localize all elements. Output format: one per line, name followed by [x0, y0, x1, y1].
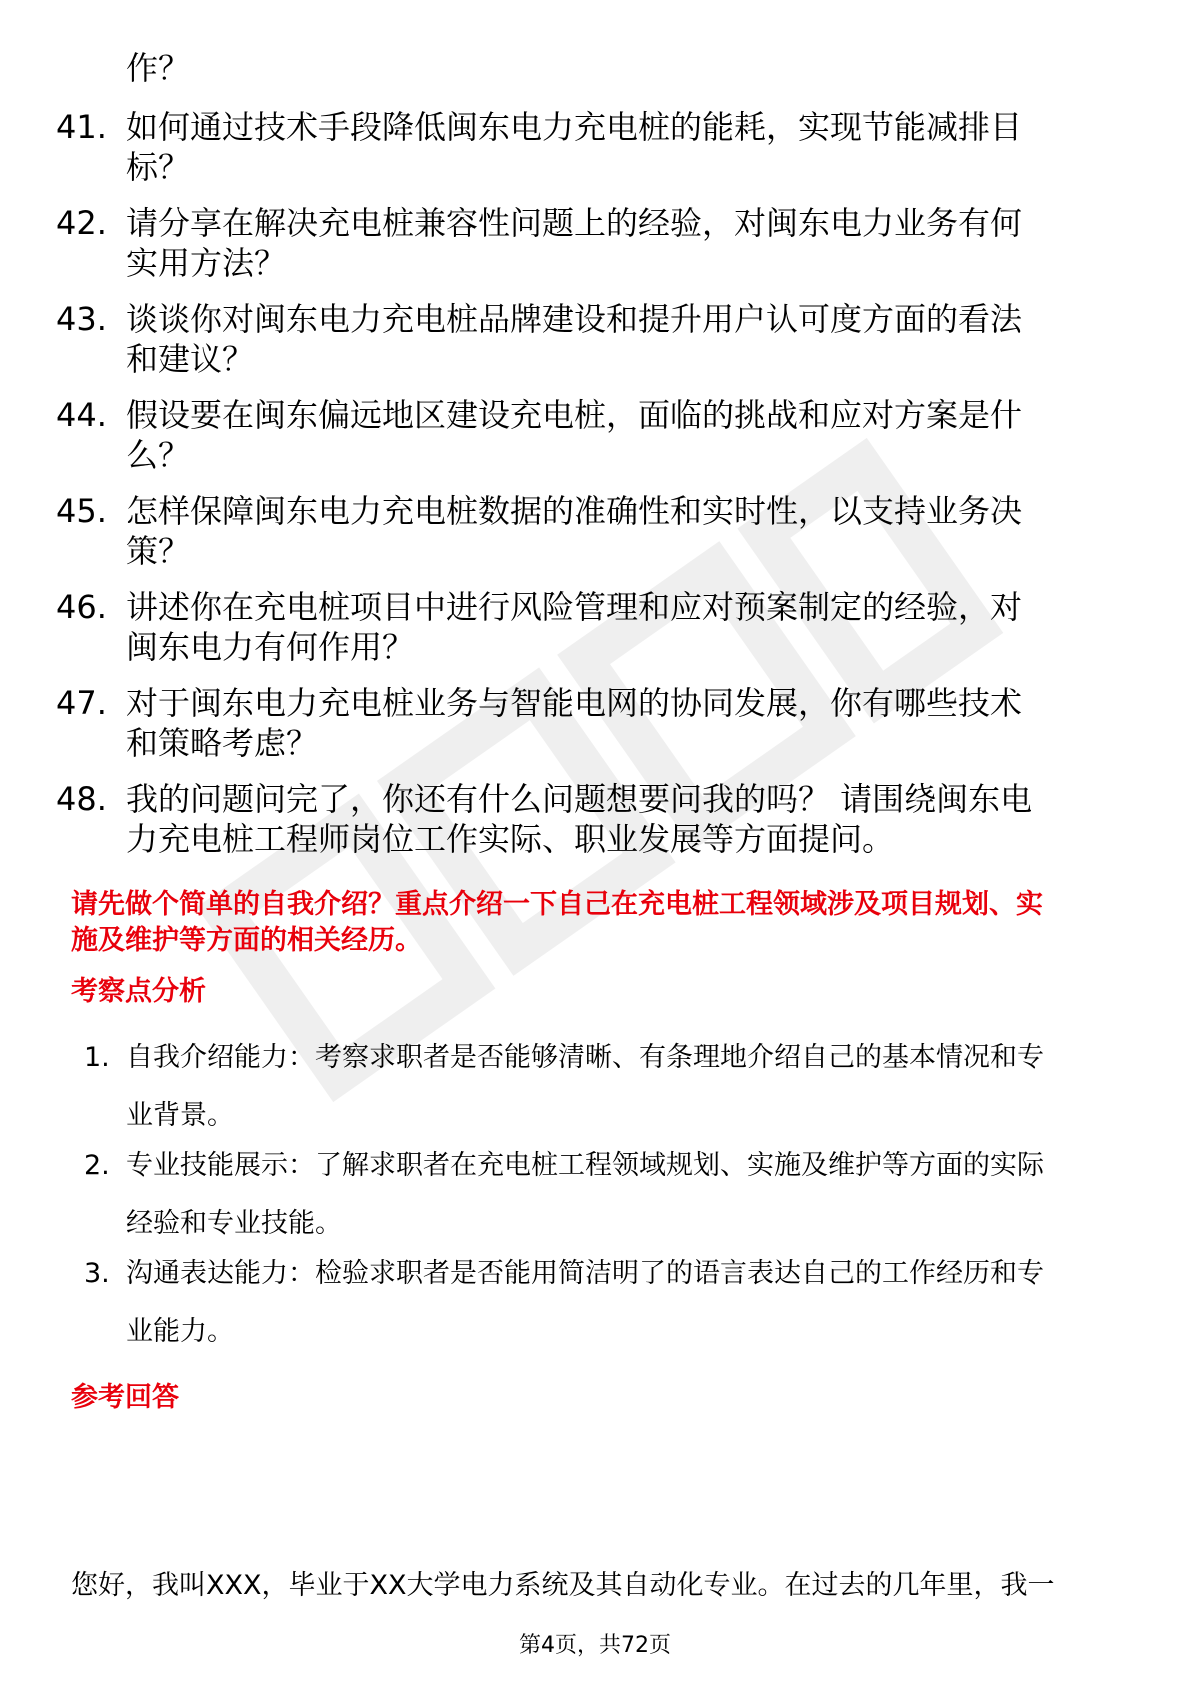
- question-text: 怎样保障闽东电力充电桩数据的准确性和实时性，以支持业务决 策？: [126, 492, 1023, 570]
- question-text: 对于闽东电力充电桩业务与智能电网的协同发展，你有哪些技术 和策略考虑？: [126, 684, 1023, 762]
- point-text: 沟通表达能力：检验求职者是否能用简洁明了的语言表达自己的工作经历和专 业能力。: [126, 1258, 1044, 1347]
- point-text: 专业技能展示：了解求职者在充电桩工程领域规划、实施及维护等方面的实际 经验和专业技能。: [126, 1150, 1044, 1239]
- point-number: 1.: [84, 1042, 110, 1073]
- question-text: 讲述你在充电桩项目中进行风险管理和应对预案制定的经验，对 闽东电力有何作用？: [126, 588, 1023, 666]
- question-number: 46.: [56, 588, 107, 626]
- question-text: 假设要在闽东偏远地区建设充电桩，面临的挑战和应对方案是什 么？: [126, 396, 1023, 474]
- section-question: 请先做个简单的自我介绍？重点介绍一下自己在充电桩工程领域涉及项目规划、实 施及维护等方面的相关经历。: [71, 889, 1043, 956]
- point-number: 2.: [84, 1150, 110, 1181]
- question-text: 我的问题问完了，你还有什么问题想要问我的吗？ 请围绕闽东电 力充电桩工程师岗位工作实际、职业发展等方面提问。: [126, 780, 1033, 858]
- analysis-heading: 考察点分析: [71, 976, 206, 1007]
- question-number: 42.: [56, 204, 107, 242]
- answer-text: 您好，我叫XXX，毕业于XX大学电力系统及其自动化专业。在过去的几年里，我一: [71, 1570, 1055, 1601]
- point-number: 3.: [84, 1258, 110, 1289]
- question-text: 谈谈你对闽东电力充电桩品牌建设和提升用户认可度方面的看法 和建议？: [126, 300, 1023, 378]
- question-text: 如何通过技术手段降低闽东电力充电桩的能耗，实现节能减排目 标？: [126, 108, 1023, 186]
- question-number: 48.: [56, 780, 107, 818]
- reference-heading: 参考回答: [71, 1382, 179, 1413]
- question-number: 47.: [56, 684, 107, 722]
- question-text: 请分享在解决充电桩兼容性问题上的经验，对闽东电力业务有何 实用方法？: [126, 204, 1023, 282]
- point-text: 自我介绍能力：考察求职者是否能够清晰、有条理地介绍自己的基本情况和专 业背景。: [126, 1042, 1044, 1131]
- continuation-text: 作？: [126, 49, 191, 87]
- page-footer: 第4页，共72页: [519, 1633, 671, 1658]
- question-number: 41.: [56, 108, 107, 146]
- question-number: 45.: [56, 492, 107, 530]
- question-number: 43.: [56, 300, 107, 338]
- question-number: 44.: [56, 396, 107, 434]
